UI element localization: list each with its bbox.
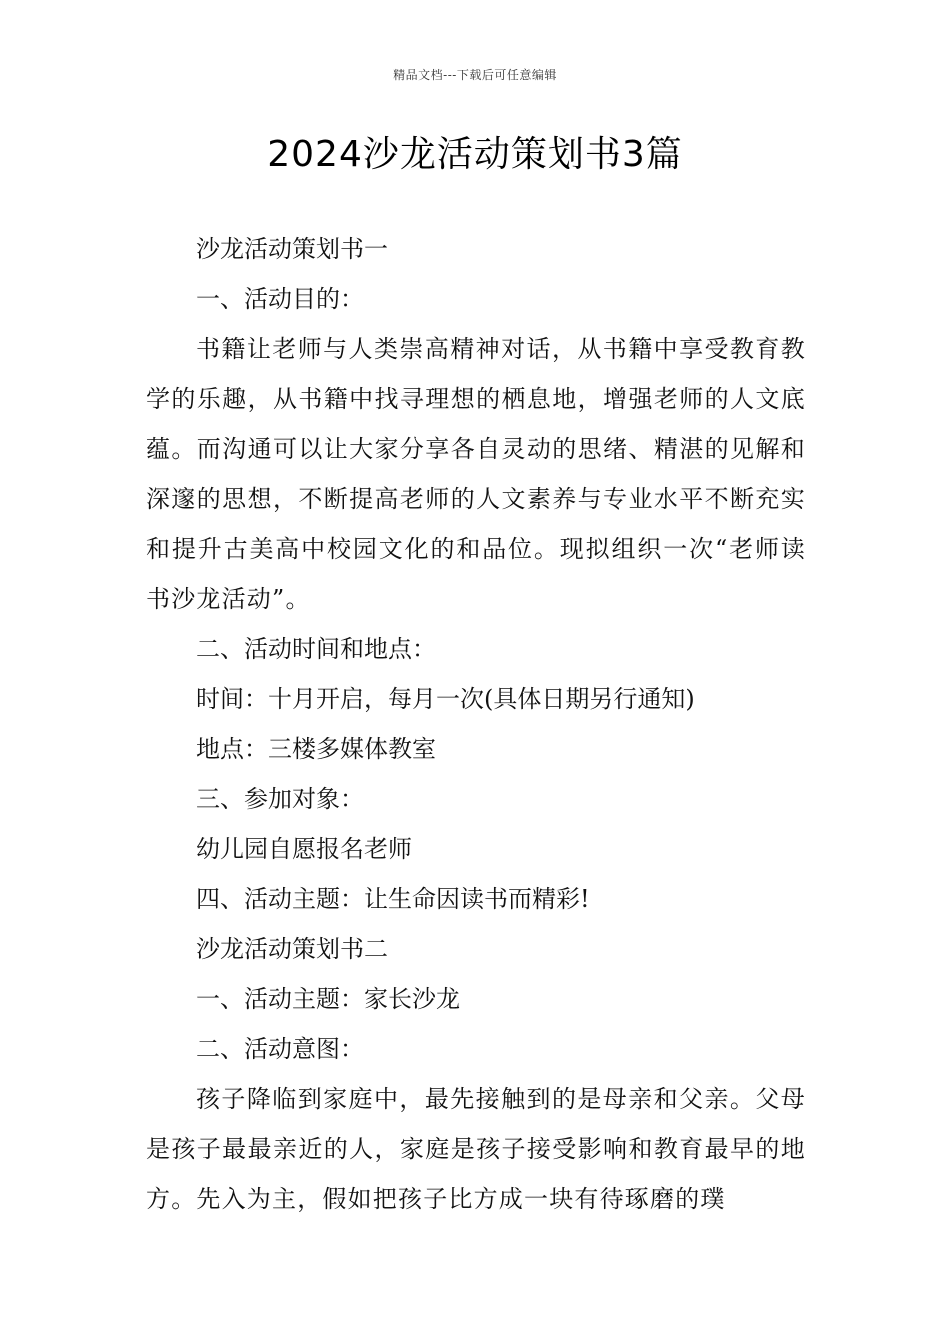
body-paragraph: 孩子降临到家庭中，最先接触到的是母亲和父亲。父母是孩子最最亲近的人，家庭是孩子接受影响和教育最早的地方。先入为主，假如把孩子比方成一块有待琢磨的璞 [146, 1085, 806, 1213]
section-heading: 三、参加对象： [196, 785, 364, 813]
section-heading: 二、活动意图： [196, 1035, 364, 1063]
document-title: 2024沙龙活动策划书3篇 [267, 134, 683, 175]
section-heading: 一、活动主题：家长沙龙 [196, 985, 460, 1013]
section-heading: 二、活动时间和地点： [196, 635, 436, 663]
section-heading: 沙龙活动策划书一 [196, 235, 388, 263]
document-body [146, 224, 806, 1224]
text-line: 地点：三楼多媒体教室 [196, 735, 436, 763]
header-note: 精品文档---下载后可任意编辑 [393, 68, 557, 82]
section-heading: 一、活动目的： [196, 285, 364, 313]
section-heading: 四、活动主题：让生命因读书而精彩! [196, 885, 590, 913]
body-paragraph: 书籍让老师与人类崇高精神对话，从书籍中享受教育教学的乐趣，从书籍中找寻理想的栖息地，增强老师的人文底蕴。而沟通可以让大家分享各自灵动的思绪、精湛的见解和深邃的思想，不断提高老师的人文素养与专业水平不断充实和提升古美高中校园文化的和品位。现拟组织一次“老师读书沙龙活动”。 [146, 335, 806, 613]
section-heading: 沙龙活动策划书二 [196, 935, 388, 963]
text-line: 幼儿园自愿报名老师 [196, 835, 412, 863]
text-line: 时间：十月开启，每月一次(具体日期另行通知) [196, 685, 695, 713]
